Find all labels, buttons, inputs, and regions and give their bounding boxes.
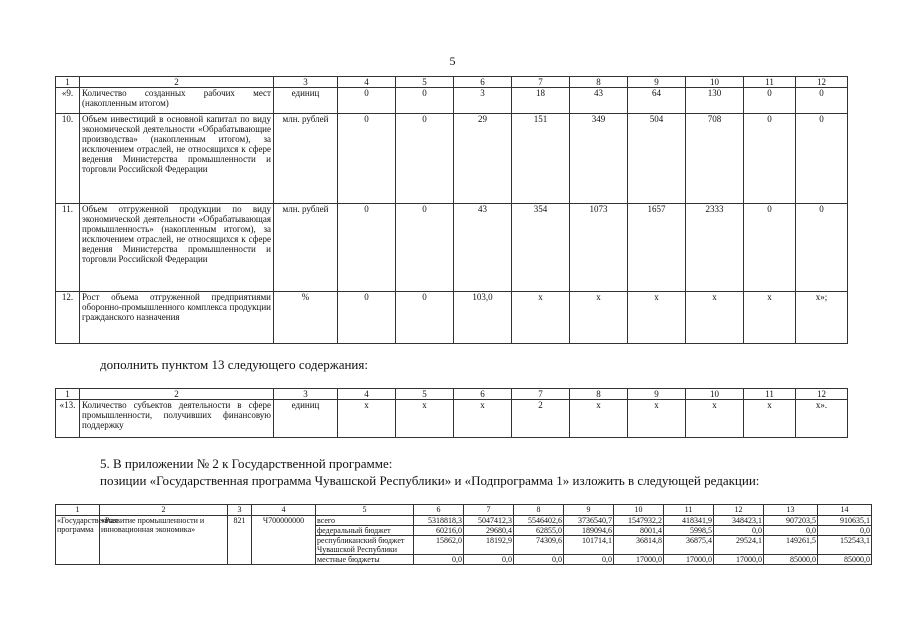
column-header: 1 [56,505,100,516]
value-cell: х [628,292,686,344]
page-number: 5 [449,54,456,68]
indicator-description: Объем инвестиций в основной капитал по виду экономической деятельности «Обрабатывающие производства» (накопленным итогом), за исключением отраслей, не относящихся к сфере ведения Министерства промышленности и торговли Российской Федерации [80,114,274,204]
value-cell: 3 [454,88,512,114]
value-cell: х [744,292,796,344]
column-header: 12 [796,389,848,400]
value-cell: 0,0 [464,555,514,565]
value-cell: 60216,0 [414,526,464,536]
column-header: 6 [454,389,512,400]
classification-cell: Ч700000000 [252,516,316,565]
value-cell: 349 [570,114,628,204]
column-header: 6 [454,77,512,88]
table-row [56,114,848,204]
value-cell: 36814,8 [614,536,664,555]
column-header: 11 [744,77,796,88]
value-cell: 0 [396,204,454,292]
column-header: 12 [714,505,764,516]
value-cell: 0,0 [514,555,564,565]
value-cell: 2333 [686,204,744,292]
value-cell: 62855,0 [514,526,564,536]
section-heading: 5. В приложении № 2 к Государственной программе: [100,456,393,471]
value-cell: 0,0 [414,555,464,565]
column-header: 5 [396,77,454,88]
funding-source-label: республиканский бюджет Чувашской Республики [316,536,414,555]
section-instruction: позиции «Государственная программа Чувашской Республики» и «Подпрограмма 1» изложить в следующей редакции: [100,473,760,488]
value-cell: 43 [454,204,512,292]
value-cell: 29 [454,114,512,204]
program-status-cell: «Государственная программа [56,516,100,565]
column-header: 9 [628,77,686,88]
value-cell: 0 [338,204,396,292]
indicator-description: Количество созданных рабочих мест (накопленным итогом) [80,88,274,114]
column-header: 1 [56,389,80,400]
column-header: 5 [396,389,454,400]
value-cell: 103,0 [454,292,512,344]
value-cell: х [338,400,396,438]
value-cell: х [396,400,454,438]
value-cell: 0,0 [564,555,614,565]
column-header: 2 [80,389,274,400]
program-funding-table [55,504,872,565]
funding-source-label: всего [316,516,414,526]
value-cell: 0 [396,114,454,204]
value-cell: 3736540,7 [564,516,614,526]
value-cell: 0 [338,292,396,344]
program-name-cell: «Развитие промышленности и инновационная экономика» [100,516,228,565]
unit-cell: единиц [274,400,338,438]
row-number: 11. [56,204,80,292]
amendment-paragraph: дополнить пунктом 13 следующего содержания: [100,357,368,372]
value-cell: 43 [570,88,628,114]
value-cell: 907203,5 [764,516,818,526]
column-header: 8 [514,505,564,516]
value-cell: 708 [686,114,744,204]
value-cell: 2 [512,400,570,438]
value-cell: 15862,0 [414,536,464,555]
indicator-description: Объем отгруженной продукции по виду экономической деятельности «Обрабатывающая промышленность» (накопленным итогом), за исключением отраслей, не относящихся к сфере ведения Министерства промышленности и торговли Российской Федерации [80,204,274,292]
column-header: 4 [252,505,316,516]
value-cell: 0,0 [818,526,872,536]
value-cell: 85000,0 [764,555,818,565]
value-cell: 354 [512,204,570,292]
table-header-row [56,505,872,516]
table-header-row [56,389,848,400]
column-header: 7 [464,505,514,516]
value-cell: 5047412,3 [464,516,514,526]
indicator-description: Количество субъектов деятельности в сфере промышленности, получивших финансовую поддержку [80,400,274,438]
value-cell: 0 [744,88,796,114]
value-cell: 0,0 [714,526,764,536]
value-cell: х [744,400,796,438]
value-cell: 17000,0 [714,555,764,565]
column-header: 3 [228,505,252,516]
value-cell: 17000,0 [664,555,714,565]
value-cell: 5998,5 [664,526,714,536]
unit-cell: млн. рублей [274,114,338,204]
column-header: 4 [338,389,396,400]
indicators-table [55,76,848,344]
value-cell: х [686,292,744,344]
value-cell: 1547932,2 [614,516,664,526]
column-header: 11 [744,389,796,400]
row-number: «13. [56,400,80,438]
unit-cell: млн. рублей [274,204,338,292]
column-header: 8 [570,77,628,88]
column-header: 8 [570,389,628,400]
value-cell: 18192,9 [464,536,514,555]
value-cell: 0 [796,88,848,114]
value-cell: х». [796,400,848,438]
column-header: 13 [764,505,818,516]
column-header: 4 [338,77,396,88]
column-header: 7 [512,389,570,400]
column-header: 3 [274,389,338,400]
value-cell: 74309,6 [514,536,564,555]
table-row [56,400,848,438]
value-cell: 418341,9 [664,516,714,526]
value-cell: 17000,0 [614,555,664,565]
row-number: 12. [56,292,80,344]
value-cell: 101714,1 [564,536,614,555]
value-cell: 1657 [628,204,686,292]
column-header: 2 [80,77,274,88]
value-cell: х [570,400,628,438]
value-cell: 1073 [570,204,628,292]
value-cell: 149261,5 [764,536,818,555]
value-cell: 5546402,6 [514,516,564,526]
value-cell: х [570,292,628,344]
value-cell: 0 [744,204,796,292]
value-cell: 0 [338,88,396,114]
value-cell: х»; [796,292,848,344]
value-cell: 29680,4 [464,526,514,536]
value-cell: х [512,292,570,344]
column-header: 6 [414,505,464,516]
value-cell: 29524,1 [714,536,764,555]
code-cell: 821 [228,516,252,565]
column-header: 10 [614,505,664,516]
value-cell: х [454,400,512,438]
funding-source-label: местные бюджеты [316,555,414,565]
value-cell: 504 [628,114,686,204]
value-cell: 0 [796,204,848,292]
value-cell: 151 [512,114,570,204]
value-cell: 0 [796,114,848,204]
column-header: 2 [100,505,228,516]
value-cell: 64 [628,88,686,114]
column-header: 10 [686,389,744,400]
unit-cell: единиц [274,88,338,114]
indicator-13-table [55,388,848,438]
row-number: «9. [56,88,80,114]
value-cell: 130 [686,88,744,114]
value-cell: 348423,1 [714,516,764,526]
value-cell: 18 [512,88,570,114]
value-cell: 0 [744,114,796,204]
column-header: 12 [796,77,848,88]
table-header-row [56,77,848,88]
value-cell: 0 [338,114,396,204]
value-cell: х [628,400,686,438]
value-cell: 36875,4 [664,536,714,555]
table-row [56,292,848,344]
unit-cell: % [274,292,338,344]
value-cell: 8001,4 [614,526,664,536]
value-cell: 910635,1 [818,516,872,526]
table-row [56,204,848,292]
value-cell: 0 [396,88,454,114]
value-cell: 85000,0 [818,555,872,565]
column-header: 9 [628,389,686,400]
row-number: 10. [56,114,80,204]
table-row [56,516,872,526]
value-cell: 152543,1 [818,536,872,555]
column-header: 1 [56,77,80,88]
column-header: 11 [664,505,714,516]
column-header: 10 [686,77,744,88]
funding-source-label: федеральный бюджет [316,526,414,536]
value-cell: 0 [396,292,454,344]
value-cell: 5318818,3 [414,516,464,526]
column-header: 5 [316,505,414,516]
value-cell: 189094,6 [564,526,614,536]
indicator-description: Рост объема отгруженной предприятиями оборонно-промышленного комплекса продукции гражданского назначения [80,292,274,344]
value-cell: х [686,400,744,438]
column-header: 3 [274,77,338,88]
column-header: 14 [818,505,872,516]
column-header: 7 [512,77,570,88]
value-cell: 0,0 [764,526,818,536]
column-header: 9 [564,505,614,516]
table-row [56,88,848,114]
